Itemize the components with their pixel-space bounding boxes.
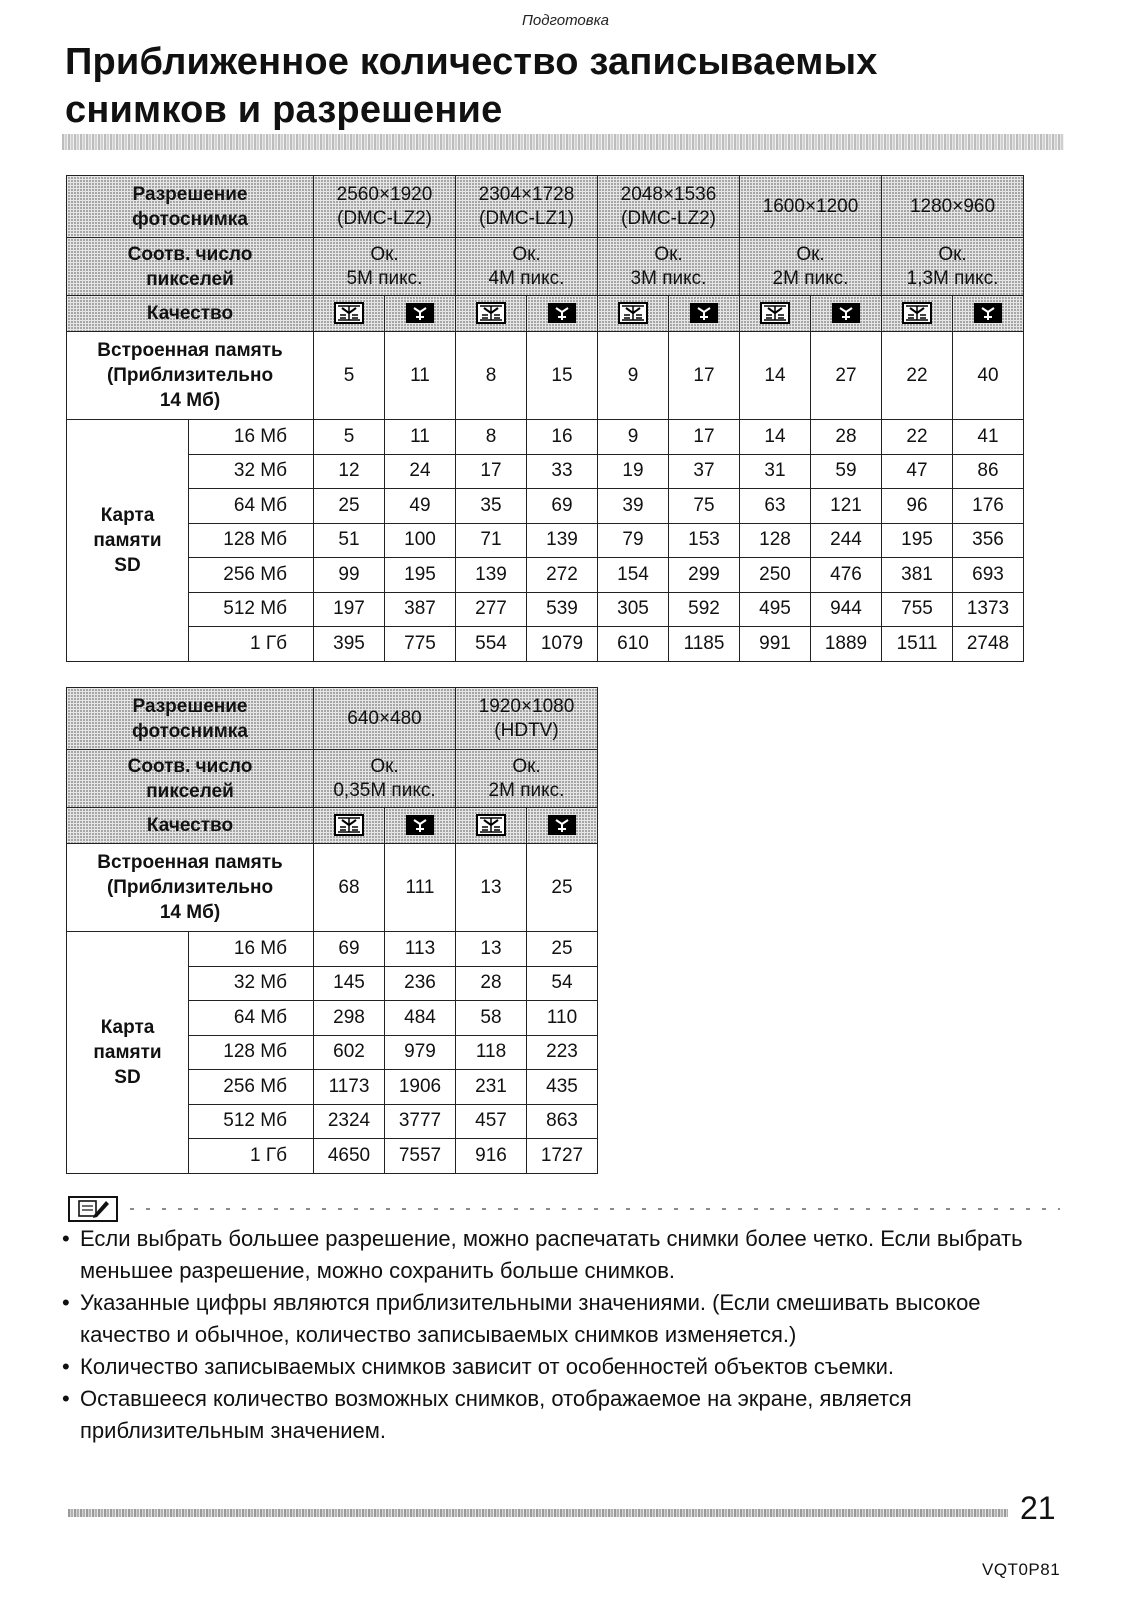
count-cell: 68	[314, 844, 385, 932]
quality-fine-cell	[598, 296, 669, 332]
sd-card-label-line: SD	[114, 1066, 141, 1088]
notes-list	[62, 1223, 1072, 1447]
count-cell: 15	[527, 332, 598, 420]
count-cell: 356	[953, 523, 1024, 558]
memo-pencil-icon	[68, 1196, 118, 1222]
card-size-cell: 256 Мб	[189, 1070, 314, 1105]
count-cell: 40	[953, 332, 1024, 420]
pixels-value	[314, 238, 456, 296]
quality-standard-cell	[953, 296, 1024, 332]
pixels-value	[598, 238, 740, 296]
internal-memory-label-line: 14 Мб)	[159, 390, 221, 411]
count-cell: 1173	[314, 1070, 385, 1105]
count-cell: 602	[314, 1035, 385, 1070]
count-cell: 755	[882, 592, 953, 627]
count-cell: 71	[456, 523, 527, 558]
count-cell: 435	[527, 1070, 598, 1105]
count-cell: 476	[811, 558, 882, 593]
pixels-value-line: 1,3М пикс.	[906, 267, 999, 289]
pixels-value-line: Ок.	[370, 755, 399, 777]
card-size-cell: 64 Мб	[189, 489, 314, 524]
count-cell: 1889	[811, 627, 882, 662]
pixels-label-line: пикселей	[146, 780, 234, 802]
resolution-row	[67, 176, 1024, 238]
quality-fine-cell	[882, 296, 953, 332]
count-cell: 139	[527, 523, 598, 558]
card-size-cell: 64 Мб	[189, 1001, 314, 1036]
count-cell: 916	[456, 1139, 527, 1174]
pixels-label	[67, 238, 314, 296]
table-row	[67, 932, 598, 967]
title-rule	[62, 134, 1064, 150]
table-row	[67, 627, 1024, 662]
count-cell: 24	[385, 454, 456, 489]
count-cell: 8	[456, 332, 527, 420]
table-row	[67, 558, 1024, 593]
count-cell: 47	[882, 454, 953, 489]
pixels-label	[67, 750, 314, 808]
count-cell: 63	[740, 489, 811, 524]
count-cell: 395	[314, 627, 385, 662]
count-cell: 13	[456, 844, 527, 932]
standard-quality-icon	[405, 814, 435, 836]
count-cell: 5	[314, 420, 385, 455]
count-cell: 35	[456, 489, 527, 524]
pixels-value	[740, 238, 882, 296]
sd-card-label	[67, 420, 189, 662]
picture-count-table-2	[66, 687, 598, 1174]
count-cell: 12	[314, 454, 385, 489]
footer-rule	[68, 1509, 1008, 1517]
resolution-value-line: 640×480	[347, 707, 422, 729]
resolution-label	[67, 688, 314, 750]
quality-label: Качество	[67, 296, 314, 332]
count-cell: 457	[456, 1104, 527, 1139]
section-header: Подготовка	[522, 12, 609, 29]
sd-card-label-line: памяти	[93, 529, 162, 551]
count-cell: 69	[527, 489, 598, 524]
resolution-value	[740, 176, 882, 238]
count-cell: 195	[385, 558, 456, 593]
quality-fine-cell	[314, 808, 385, 844]
pixels-value-line: Ок.	[370, 243, 399, 265]
count-cell: 11	[385, 420, 456, 455]
count-cell: 145	[314, 966, 385, 1001]
card-size-cell: 32 Мб	[189, 966, 314, 1001]
page-number: 21	[1020, 1490, 1056, 1526]
internal-memory-label-line: 14 Мб)	[159, 902, 221, 923]
count-cell: 27	[811, 332, 882, 420]
count-cell: 19	[598, 454, 669, 489]
card-size-cell: 256 Мб	[189, 558, 314, 593]
pixels-value-line: Ок.	[512, 243, 541, 265]
fine-quality-icon	[760, 302, 790, 324]
count-cell: 41	[953, 420, 1024, 455]
note-item: • Оставшееся количество возможных снимков, отображаемое на экране, является приблизительным значением.	[62, 1383, 1072, 1447]
quality-standard-cell	[385, 808, 456, 844]
count-cell: 1079	[527, 627, 598, 662]
count-cell: 1511	[882, 627, 953, 662]
pixels-row	[67, 238, 1024, 296]
count-cell: 75	[669, 489, 740, 524]
count-cell: 1185	[669, 627, 740, 662]
count-cell: 991	[740, 627, 811, 662]
card-size-cell: 32 Мб	[189, 454, 314, 489]
quality-label: Качество	[67, 808, 314, 844]
note-item: • Количество записываемых снимков зависит от особенностей объектов съемки.	[62, 1351, 1072, 1383]
standard-quality-icon	[831, 302, 861, 324]
resolution-value	[314, 176, 456, 238]
page-title-line1: Приближенное количество записываемых	[65, 41, 878, 83]
count-cell: 118	[456, 1035, 527, 1070]
card-size-cell: 512 Мб	[189, 1104, 314, 1139]
count-cell: 1727	[527, 1139, 598, 1174]
internal-memory-label	[67, 844, 314, 932]
resolution-value-line: 1600×1200	[762, 195, 859, 217]
resolution-value	[456, 176, 598, 238]
document-code: VQT0P81	[982, 1560, 1061, 1579]
count-cell: 17	[669, 420, 740, 455]
count-cell: 17	[669, 332, 740, 420]
pixels-value	[456, 238, 598, 296]
count-cell: 305	[598, 592, 669, 627]
quality-standard-cell	[669, 296, 740, 332]
count-cell: 100	[385, 523, 456, 558]
count-cell: 113	[385, 932, 456, 967]
count-cell: 39	[598, 489, 669, 524]
count-cell: 111	[385, 844, 456, 932]
count-cell: 8	[456, 420, 527, 455]
internal-memory-label-line: Встроенная память	[97, 340, 283, 361]
count-cell: 1906	[385, 1070, 456, 1105]
standard-quality-icon	[689, 302, 719, 324]
count-cell: 592	[669, 592, 740, 627]
pixels-label-line: пикселей	[146, 268, 234, 290]
count-cell: 69	[314, 932, 385, 967]
fine-quality-icon	[476, 302, 506, 324]
resolution-label-line: фотоснимка	[132, 720, 248, 742]
pixels-value	[456, 750, 598, 808]
standard-quality-icon	[405, 302, 435, 324]
count-cell: 197	[314, 592, 385, 627]
quality-standard-cell	[527, 296, 598, 332]
count-cell: 195	[882, 523, 953, 558]
resolution-label-line: Разрешение	[132, 695, 248, 717]
count-cell: 387	[385, 592, 456, 627]
resolution-value-line: (DMC-LZ2)	[621, 207, 716, 229]
count-cell: 33	[527, 454, 598, 489]
internal-memory-row	[67, 332, 1024, 420]
count-cell: 176	[953, 489, 1024, 524]
quality-row	[67, 296, 1024, 332]
count-cell: 250	[740, 558, 811, 593]
pixels-row	[67, 750, 598, 808]
quality-standard-cell	[811, 296, 882, 332]
page-title	[65, 38, 1065, 134]
resolution-value	[882, 176, 1024, 238]
count-cell: 2324	[314, 1104, 385, 1139]
fine-quality-icon	[618, 302, 648, 324]
resolution-value	[314, 688, 456, 750]
count-cell: 1373	[953, 592, 1024, 627]
count-cell: 54	[527, 966, 598, 1001]
count-cell: 79	[598, 523, 669, 558]
count-cell: 37	[669, 454, 740, 489]
count-cell: 11	[385, 332, 456, 420]
resolution-label-line: Разрешение	[132, 183, 248, 205]
resolution-value-line: (HDTV)	[494, 719, 559, 741]
resolution-row	[67, 688, 598, 750]
count-cell: 539	[527, 592, 598, 627]
table-row	[67, 489, 1024, 524]
quality-fine-cell	[740, 296, 811, 332]
count-cell: 775	[385, 627, 456, 662]
resolution-label-line: фотоснимка	[132, 208, 248, 230]
standard-quality-icon	[547, 302, 577, 324]
table-row	[67, 523, 1024, 558]
fine-quality-icon	[476, 814, 506, 836]
internal-memory-label-line: (Приблизительно	[106, 877, 274, 898]
resolution-value-line: (DMC-LZ1)	[479, 207, 574, 229]
count-cell: 13	[456, 932, 527, 967]
count-cell: 693	[953, 558, 1024, 593]
count-cell: 484	[385, 1001, 456, 1036]
standard-quality-icon	[547, 814, 577, 836]
count-cell: 9	[598, 420, 669, 455]
card-size-cell: 128 Мб	[189, 523, 314, 558]
count-cell: 31	[740, 454, 811, 489]
resolution-value-line: 1920×1080	[478, 695, 575, 717]
card-size-cell: 16 Мб	[189, 932, 314, 967]
card-size-cell: 16 Мб	[189, 420, 314, 455]
resolution-value	[598, 176, 740, 238]
quality-fine-cell	[314, 296, 385, 332]
quality-fine-cell	[456, 808, 527, 844]
pixels-value	[314, 750, 456, 808]
picture-count-table-1	[66, 175, 1024, 662]
table-row	[67, 592, 1024, 627]
count-cell: 25	[314, 489, 385, 524]
count-cell: 979	[385, 1035, 456, 1070]
count-cell: 25	[527, 844, 598, 932]
count-cell: 299	[669, 558, 740, 593]
count-cell: 381	[882, 558, 953, 593]
table-row	[67, 454, 1024, 489]
resolution-value-line: 2048×1536	[620, 183, 717, 205]
sd-card-label	[67, 932, 189, 1174]
sd-card-label-line: Карта	[100, 1016, 155, 1038]
count-cell: 58	[456, 1001, 527, 1036]
count-cell: 610	[598, 627, 669, 662]
count-cell: 96	[882, 489, 953, 524]
count-cell: 99	[314, 558, 385, 593]
fine-quality-icon	[334, 814, 364, 836]
count-cell: 128	[740, 523, 811, 558]
count-cell: 22	[882, 420, 953, 455]
quality-standard-cell	[527, 808, 598, 844]
pixels-value-line: 2М пикс.	[488, 779, 565, 801]
resolution-value-line: 2560×1920	[336, 183, 433, 205]
pixels-value-line: Ок.	[796, 243, 825, 265]
count-cell: 154	[598, 558, 669, 593]
quality-fine-cell	[456, 296, 527, 332]
pixels-value-line: Ок.	[938, 243, 967, 265]
count-cell: 5	[314, 332, 385, 420]
count-cell: 277	[456, 592, 527, 627]
note-item: • Если выбрать большее разрешение, можно распечатать снимки более четко. Если выбрать меньшее разрешение, можно сохранить больше снимков.	[62, 1223, 1072, 1287]
internal-memory-label-line: Встроенная память	[97, 852, 283, 873]
sd-card-label-line: SD	[114, 554, 141, 576]
count-cell: 59	[811, 454, 882, 489]
count-cell: 14	[740, 332, 811, 420]
internal-memory-label-line: (Приблизительно	[106, 365, 274, 386]
pixels-value-line: Ок.	[654, 243, 683, 265]
resolution-value	[456, 688, 598, 750]
quality-standard-cell	[385, 296, 456, 332]
page-title-line2: снимков и разрешение	[65, 89, 503, 131]
pixels-value	[882, 238, 1024, 296]
table-row	[67, 420, 1024, 455]
resolution-value-line: (DMC-LZ2)	[337, 207, 432, 229]
internal-memory-row	[67, 844, 598, 932]
count-cell: 244	[811, 523, 882, 558]
count-cell: 944	[811, 592, 882, 627]
card-size-cell: 1 Гб	[189, 627, 314, 662]
count-cell: 236	[385, 966, 456, 1001]
count-cell: 272	[527, 558, 598, 593]
count-cell: 86	[953, 454, 1024, 489]
count-cell: 231	[456, 1070, 527, 1105]
pixels-value-line: Ок.	[512, 755, 541, 777]
count-cell: 3777	[385, 1104, 456, 1139]
count-cell: 51	[314, 523, 385, 558]
card-size-cell: 512 Мб	[189, 592, 314, 627]
count-cell: 2748	[953, 627, 1024, 662]
fine-quality-icon	[902, 302, 932, 324]
pixels-value-line: 2М пикс.	[772, 267, 849, 289]
pixels-value-line: 5М пикс.	[346, 267, 423, 289]
pixels-label-line: Соотв. число	[127, 755, 253, 777]
standard-quality-icon	[973, 302, 1003, 324]
count-cell: 49	[385, 489, 456, 524]
note-item: • Указанные цифры являются приблизительными значениями. (Если смешивать высокое качество и обычное, количество записываемых снимков изменяется.)	[62, 1287, 1072, 1351]
count-cell: 139	[456, 558, 527, 593]
count-cell: 110	[527, 1001, 598, 1036]
count-cell: 223	[527, 1035, 598, 1070]
count-cell: 153	[669, 523, 740, 558]
count-cell: 7557	[385, 1139, 456, 1174]
quality-row	[67, 808, 598, 844]
resolution-label	[67, 176, 314, 238]
count-cell: 28	[811, 420, 882, 455]
count-cell: 863	[527, 1104, 598, 1139]
count-cell: 16	[527, 420, 598, 455]
count-cell: 25	[527, 932, 598, 967]
count-cell: 14	[740, 420, 811, 455]
count-cell: 121	[811, 489, 882, 524]
pixels-value-line: 4М пикс.	[488, 267, 565, 289]
sd-card-label-line: Карта	[100, 504, 155, 526]
sd-card-label-line: памяти	[93, 1041, 162, 1063]
count-cell: 9	[598, 332, 669, 420]
count-cell: 554	[456, 627, 527, 662]
card-size-cell: 1 Гб	[189, 1139, 314, 1174]
count-cell: 298	[314, 1001, 385, 1036]
count-cell: 17	[456, 454, 527, 489]
count-cell: 28	[456, 966, 527, 1001]
card-size-cell: 128 Мб	[189, 1035, 314, 1070]
note-divider	[130, 1208, 1060, 1210]
pixels-label-line: Соотв. число	[127, 243, 253, 265]
fine-quality-icon	[334, 302, 364, 324]
pixels-value-line: 0,35М пикс.	[333, 779, 436, 801]
count-cell: 495	[740, 592, 811, 627]
pixels-value-line: 3М пикс.	[630, 267, 707, 289]
count-cell: 22	[882, 332, 953, 420]
resolution-value-line: 2304×1728	[478, 183, 575, 205]
internal-memory-label	[67, 332, 314, 420]
resolution-value-line: 1280×960	[909, 195, 996, 217]
count-cell: 4650	[314, 1139, 385, 1174]
